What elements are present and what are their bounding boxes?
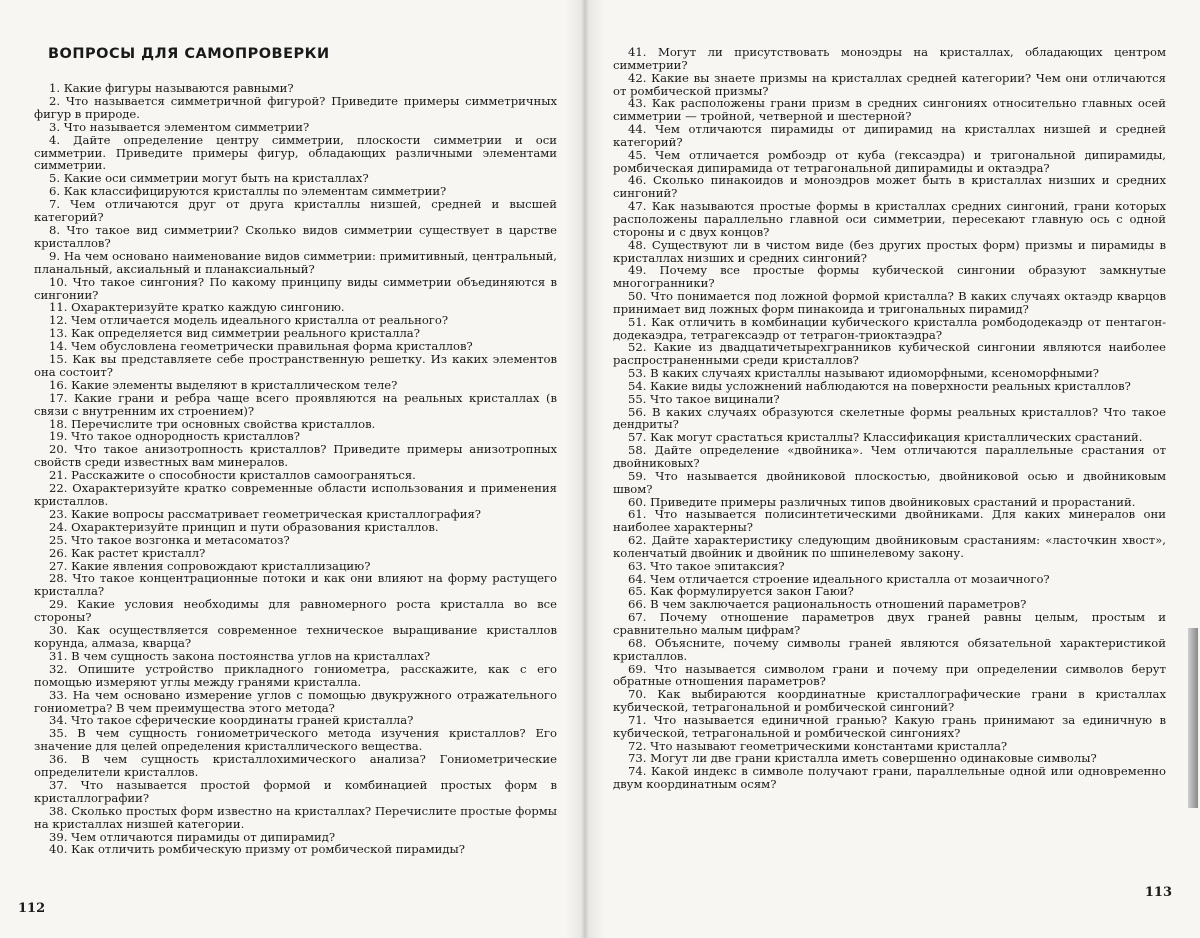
question-item: 18. Перечислите три основных свойства кристаллов. [49,416,376,431]
question-item: 69. Что называется символом грани и почему при определении символов берут обратные отношения параметров? [613,661,1166,689]
question-item: 28. Что такое концентрационные потоки и как они влияют на форму растущего кристалла? [34,571,557,599]
question-item: 16. Какие элементы выделяют в кристаллическом теле? [49,377,398,392]
question-item: 59. Что называется двойниковой плоскостью, двойниковой осью и двойниковым швом? [613,468,1166,496]
question-item: 42. Какие вы знаете призмы на кристаллах средней категории? Чем они отличаются от ромбической призмы? [613,70,1166,98]
question-item: 65. Как формулируется закон Гаюи? [628,584,854,599]
question-item: 5. Какие оси симметрии могут быть на кристаллах? [49,171,369,186]
question-item: 25. Что такое возгонка и метасоматоз? [49,532,290,547]
question-item: 15. Как вы представляете себе пространственную решетку. Из каких элементов она состоит? [34,352,557,379]
book-gutter [565,0,605,938]
question-item: 56. В каких случаях образуются скелетные формы реальных кристаллов? Что такое дендриты? [613,404,1166,432]
question-item: 2. Что называется симметричной фигурой? Приведите примеры симметричных фигур в природе. [34,93,557,121]
question-item: 33. На чем основано измерение углов с помощью двукружного отражательного гониометра? В чем преимущества этого метода? [34,687,557,715]
question-item: 26. Как растет кристалл? [49,545,206,560]
question-item: 61. Что называется полисинтетическими двойниками. Для каких минералов они наиболее характерны? [613,507,1166,535]
question-item: 50. Что понимается под ложной формой кристалла? В каких случаях октаэдр кварцов принимает вид ложных форм пинакоида и тригональных пирамид? [613,289,1166,316]
question-item: 51. Как отличить в комбинации кубического кристалла ромбододекаэдр от пентагон-додекаэдра, тетрагексаэдр от тетрагон-триоктаэдра? [613,314,1166,342]
page-number-left: 112 [18,901,46,916]
question-item: 13. Как определяется вид симметрии реального кристалла? [49,326,420,341]
question-item: 64. Чем отличается строение идеального кристалла от мозаичного? [628,571,1050,586]
question-item: 41. Могут ли присутствовать моноэдры на кристаллах, обладающих центром симметрии? [613,45,1166,72]
question-item: 73. Могут ли две грани кристалла иметь совершенно одинаковые символы? [628,751,1097,766]
right-page [585,0,1200,938]
question-item: 63. Что такое эпитаксия? [628,558,785,573]
question-item: 70. Как выбираются координатные кристаллографические грани в кристаллах кубической, тетрагональной и ромбической сингоний? [613,687,1166,715]
question-item: 37. Что называется простой формой и комбинацией простых форм в кристаллографии? [34,777,557,805]
question-item: 32. Опишите устройство прикладного гониометра, расскажите, как с его помощью измеряют углы между гранями кристалла. [34,661,557,689]
question-item: 74. Какой индекс в символе получают грани, параллельные одной или одновременно двум координатным осям? [613,764,1166,792]
question-item: 35. В чем сущность гониометрического метода изучения кристаллов? Его значение для целей определения кристаллического вещества. [34,726,557,754]
question-item: 31. В чем сущность закона постоянства углов на кристаллах? [49,648,431,663]
question-item: 40. Как отличить ромбическую призму от ромбической пирамиды? [49,842,465,857]
question-item: 62. Дайте характеристику следующим двойниковым срастаниям: «ласточкин хвост», коленчатый двойник и двойник по шпинелевому закону. [613,533,1166,560]
left-page [0,0,585,938]
question-list-left [34,82,557,856]
question-item: 38. Сколько простых форм известно на кристаллах? Перечислите простые формы на кристаллах низшей категории. [34,803,557,831]
question-item: 36. В чем сущность кристаллохимического анализа? Гониометрические определители кристаллов. [34,752,557,780]
question-item: 8. Что такое вид симметрии? Сколько видов симметрии существует в царстве кристаллов? [34,222,557,250]
question-item: 68. Объясните, почему символы граней являются обязательной характеристикой кристаллов. [613,635,1166,663]
question-item: 21. Расскажите о способности кристаллов самоограняться. [49,468,416,483]
question-item: 67. Почему отношение параметров двух граней равны целым, простым и сравнительно малым цифрам? [613,610,1166,637]
question-item: 30. Как осуществляется современное техническое выращивание кристаллов корунда, алмаза, кварца? [34,623,557,650]
section-title: ВОПРОСЫ ДЛЯ САМОПРОВЕРКИ [48,46,330,62]
question-item: 23. Какие вопросы рассматривает геометрическая кристаллография? [49,506,481,521]
question-item: 71. Что называется единичной гранью? Какую грань принимают за единичную в кубической, тетрагональной и ромбической сингониях? [613,712,1166,740]
question-item: 60. Приведите примеры различных типов двойниковых срастаний и прорастаний. [628,494,1136,509]
page-number-right: 113 [1144,885,1172,900]
question-item: 3. Что называется элементом симметрии? [49,119,310,134]
question-item: 55. Что такое вицинали? [628,391,780,406]
question-item: 27. Какие явления сопровождают кристаллизацию? [49,558,371,573]
question-item: 29. Какие условия необходимы для равномерного роста кристалла во все стороны? [34,597,557,625]
question-item: 19. Что такое однородность кристаллов? [49,429,300,444]
question-item: 49. Почему все простые формы кубической сингонии образуют замкнутые многогранники? [613,263,1166,291]
question-item: 44. Чем отличаются пирамиды от дипирамид на кристаллах низшей и средней категорий? [613,122,1166,149]
question-item: 47. Как называются простые формы в кристаллах средних сингоний, грани которых расположены параллельно главной оси симметрии, пересекают главную ось с одной стороны и с двух концов? [613,199,1166,239]
question-item: 22. Охарактеризуйте кратко современные области использования и применения кристаллов. [34,481,557,508]
question-item: 58. Дайте определение «двойника». Чем отличаются параллельные срастания от двойниковых? [613,443,1166,470]
question-item: 14. Чем обусловлена геометрически правильная форма кристаллов? [49,339,473,354]
question-item: 34. Что такое сферические координаты граней кристалла? [49,713,414,728]
question-item: 12. Чем отличается модель идеального кристалла от реального? [49,313,449,328]
page-edge-shadow [1188,628,1198,808]
question-item: 66. В чем заключается рациональность отношений параметров? [628,597,1027,612]
question-item: 53. В каких случаях кристаллы называют идиоморфными, ксеноморфными? [628,366,1100,381]
question-item: 57. Как могут срастаться кристаллы? Классификация кристаллических срастаний. [628,430,1143,445]
question-list-right [613,46,1166,791]
question-item: 11. Охарактеризуйте кратко каждую сингонию. [49,300,345,315]
question-item: 17. Какие грани и ребра чаще всего проявляются на реальных кристаллах (в связи с внутренним их строением)? [34,390,557,418]
question-item: 48. Существуют ли в чистом виде (без других простых форм) призмы и пирамиды в кристаллах низших и средних сингоний? [613,237,1166,265]
question-item: 10. Что такое сингония? По какому принципу виды симметрии объединяются в сингонии? [34,274,557,302]
question-item: 45. Чем отличается ромбоэдр от куба (гексаэдра) и тригональной дипирамиды, ромбическая дипирамида от тетрагональной дипирамиды и октаэдра? [613,147,1166,175]
question-item: 1. Какие фигуры называются равными? [49,81,294,95]
question-item: 24. Охарактеризуйте принцип и пути образования кристаллов. [49,519,439,534]
question-item: 43. Как расположены грани призм в средних сингониях относительно главных осей симметрии — тройной, четверной и шестерной? [613,96,1166,124]
question-item: 39. Чем отличаются пирамиды от дипирамид? [49,829,336,844]
question-item: 52. Какие из двадцатичетырехгранников кубической сингонии являются наиболее распространенными среди кристаллов? [613,340,1166,368]
question-item: 6. Как классифицируются кристаллы по элементам симметрии? [49,184,447,199]
question-item: 46. Сколько пинакоидов и моноэдров может быть в кристаллах низших и средних сингоний? [613,173,1166,201]
question-item: 54. Какие виды усложнений наблюдаются на поверхности реальных кристаллов? [628,378,1131,393]
question-item: 7. Чем отличаются друг от друга кристаллы низшей, средней и высшей категорий? [34,197,557,225]
question-item: 72. Что называют геометрическими константами кристалла? [628,738,1008,753]
question-item: 9. На чем основано наименование видов симметрии: примитивный, центральный, планальный, аксиальный и планаксиальный? [34,248,557,276]
question-item: 20. Что такое анизотропность кристаллов? Приведите примеры анизотропных свойств среди известных вам минералов. [34,442,557,470]
question-item: 4. Дайте определение центру симметрии, плоскости симметрии и оси симметрии. Приведите примеры фигур, обладающих различными элементами симметрии. [34,132,557,173]
